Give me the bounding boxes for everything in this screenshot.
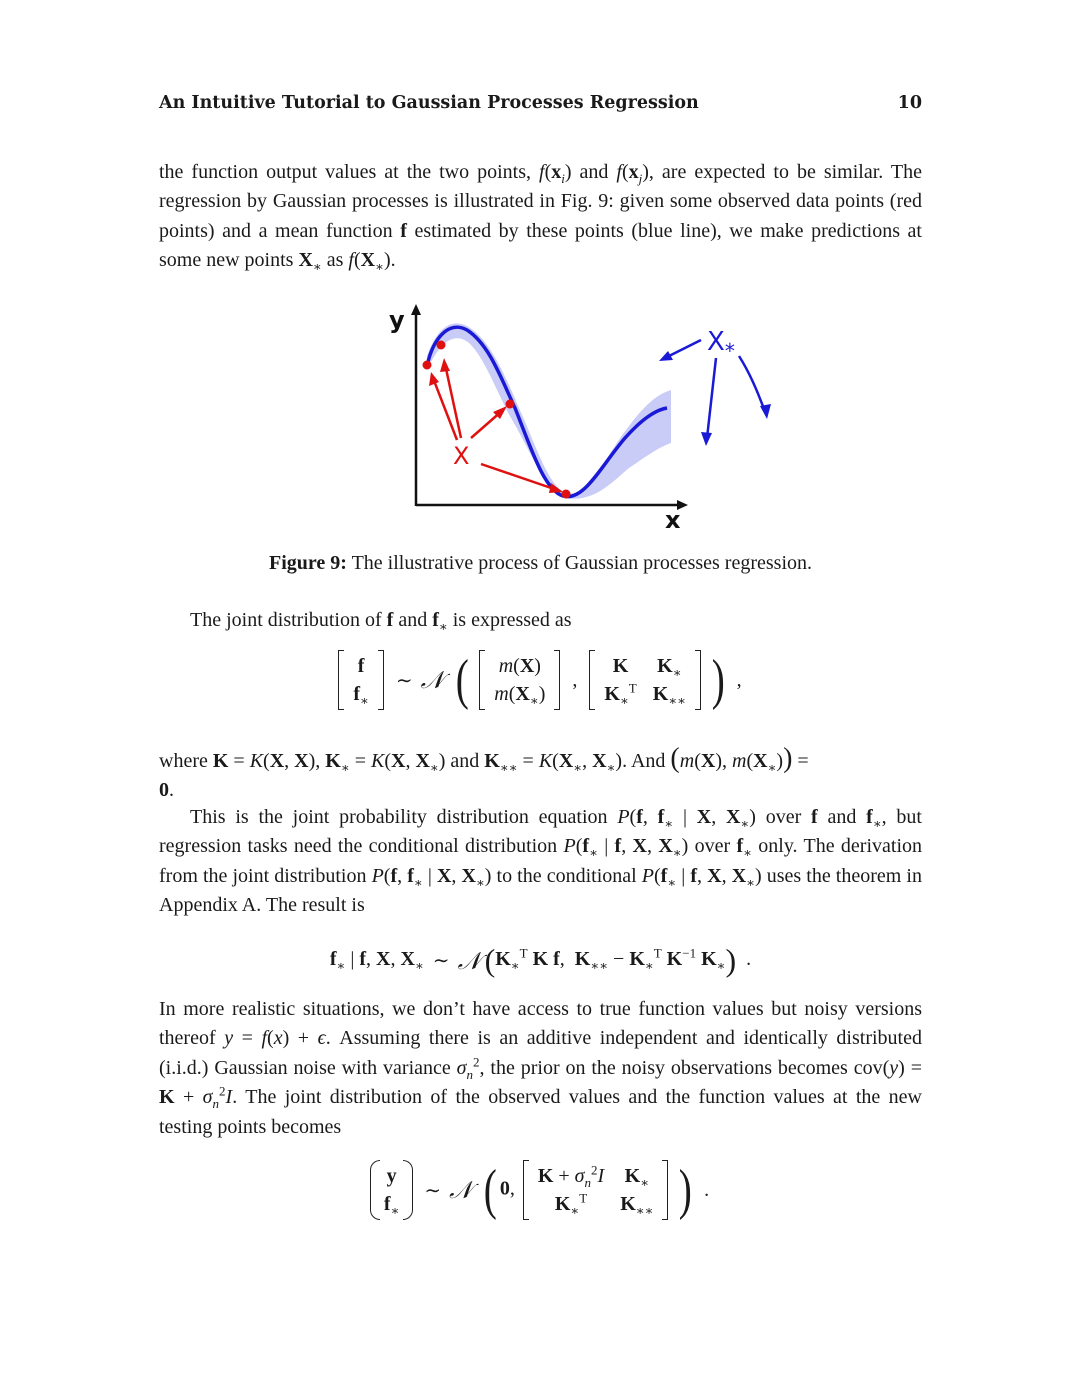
data-point [423,361,432,370]
red-arrowhead [549,483,563,493]
page-number: 10 [897,93,922,113]
data-point [562,490,571,499]
y-axis-arrowhead [411,304,421,315]
running-head [159,93,922,117]
noisy-covariance-matrix: $K + \sigma_n^2I$ $K_∗$ $K_∗^T$ $K_{∗∗}$ [523,1160,669,1220]
paragraph-intro: the function output values at the two points, $f(x_i)$ and $f(x_j)$, are expected to be similar. The regression by Gaussian processes is illustrated in Fig. 9: given some observed data points (red points) and a mean function f estimated by these points (blue line), we make predictions at some new points $X_∗$ as $f(X_∗)$. [159,161,922,275]
paragraph-conditional: This is the joint probability distribution equation P(f, $f_∗$ | X, $X_∗$) over f and $f_∗$, but regression tasks need the conditional distribution $P(f_∗$ | f, X, $X_∗$) over $f_∗$ only. The derivation from the joint distribution P(f, $f_∗$ | X, $X_∗$) to the conditional $P(f_∗$ | f, X, $X_∗$) uses the theorem in Appendix A. The result is [159,806,923,917]
lhs-vector: f $f_∗$ [338,650,384,710]
caption-text: The illustrative process of Gaussian processes regression. [346,552,813,574]
paragraph-noisy: In more realistic situations, we don’t have access to true function values but noisy versions thereof y = f(x) + ϵ. Assuming there is an additive independent and identically distributed (i.i.d.) Gaussian noise with variance $\sigma_n^2$, the prior on the noisy observations becomes $cov(y) = K + \sigma_n^2I$. The joint distribution of the observed values and the function values at the new testing points becomes [159,998,922,1138]
mean-vector: m(X) $m(X_∗)$ [479,650,560,710]
blue-arrowhead [701,432,712,446]
confidence-band-shape [427,323,671,498]
figure-caption [229,549,852,577]
red-arrowhead [440,358,450,372]
x-axis-label: x [665,506,681,534]
x-star-label: $X_*$ [707,327,735,363]
equation-conditional: $f_∗$ | f, X, $X_∗$ ∼ 𝒩 ($K_∗^T$ K f, $K_{∗∗} - K_∗^T$ $K^{-1}$ $K_∗$) . [329,942,752,978]
blue-arrow [665,340,701,358]
mean-function-line [427,327,667,496]
red-arrowhead [429,372,439,386]
noisy-lhs-vector: y $f_∗$ [370,1160,414,1220]
blue-arrow [707,358,716,438]
red-arrow [433,378,457,440]
gp-figure-plot [389,298,789,538]
paragraph-where: where K = K(X, X), $K_∗ = K(X$, $X_∗$) and $K_{∗∗} = K(X_∗$, $X_∗$). And (m(X), $m(X_∗)$) = 0. [159,743,809,802]
equation-joint: f $f_∗$ ∼ 𝒩 ( m(X) $m(X_∗)$ , K $K_∗$ $K_∗^T$ $K_{∗∗}$ ) , [159,650,922,710]
blue-arrowhead [760,404,771,419]
covariance-matrix: K $K_∗$ $K_∗^T$ $K_{∗∗}$ [589,650,701,710]
data-point [506,400,515,409]
caption-label: Figure 9: [268,552,347,574]
paragraph-joint-intro: The joint distribution of f and $f_∗$ is expressed as [190,609,572,634]
y-axis-label: y [389,306,405,334]
equation-noisy: y $f_∗$ ∼ 𝒩 ( 0, $K + \sigma_n^2I$ $K_∗$ $K_∗^T$ $K_{∗∗}$ ) . [159,1160,922,1220]
blue-arrow [739,356,765,412]
running-title: An Intuitive Tutorial to Gaussian Processes Regression [159,93,699,113]
x-points-label: X [453,442,470,470]
data-point [437,341,446,350]
